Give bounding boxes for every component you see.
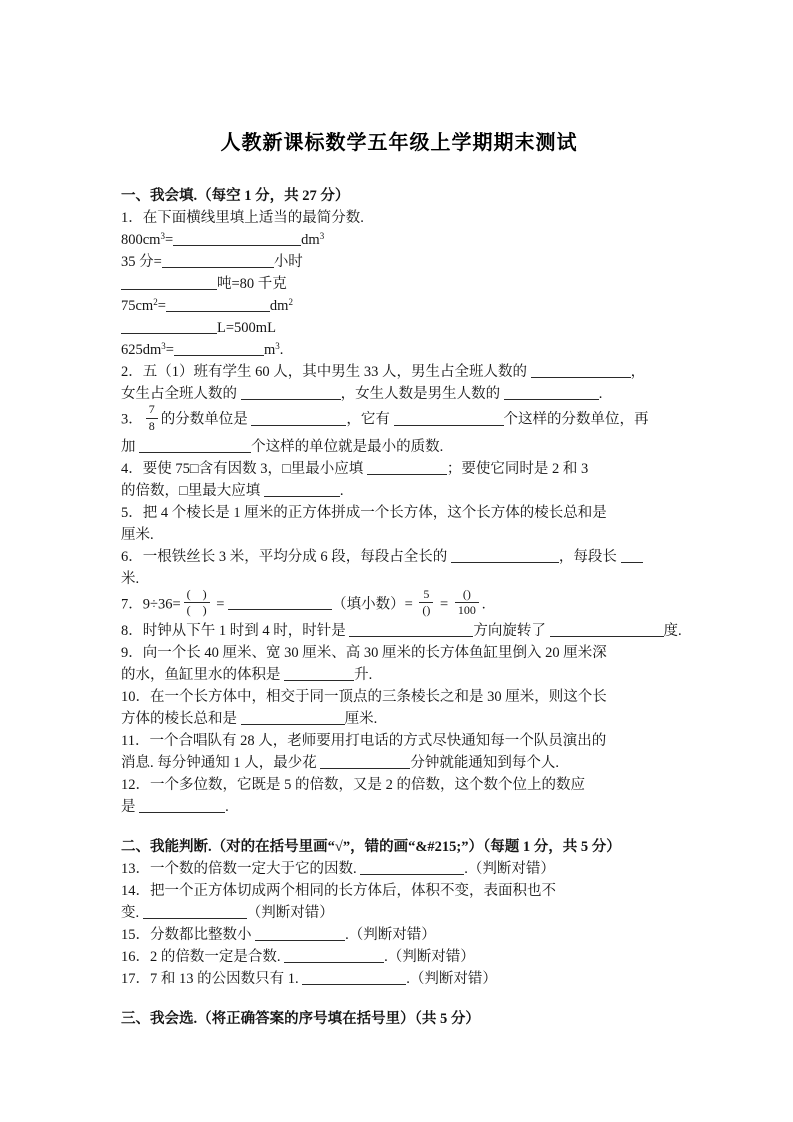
document-line [121,273,677,295]
answer-blank [320,754,410,769]
answer-blank [621,548,643,563]
answer-blank [228,595,332,610]
text-run: 分钟就能通知到每个人. [410,755,559,772]
answer-blank [241,385,341,400]
answer-blank [166,297,270,312]
superscript-exponent: 2 [153,297,158,307]
text-run: .（判断对错） [345,927,436,944]
text-run: 三、我会选.（将正确答案的序号填在括号里）（共 5 分） [121,1011,480,1028]
document-line [121,858,677,880]
answer-blank [121,319,217,334]
answer-blank [504,385,599,400]
fraction-numerator: ( ) [184,588,210,604]
text-run: = [436,596,452,613]
superscript-exponent: 2 [288,297,293,307]
text-run: 度. [663,623,682,640]
text-run: .（判断对错） [464,861,555,878]
text-run: 米. [121,570,140,587]
document-line [121,339,677,361]
document-line [121,295,677,317]
text-run: 14．把一个正方体切成两个相同的长方体后，体积不变，表面积也不 [121,883,556,900]
answer-blank [174,341,264,356]
document-line [121,317,677,339]
answer-blank [531,363,631,378]
text-run: dm [269,298,289,314]
answer-blank [143,904,247,919]
text-run: 10．在一个长方体中，相交于同一顶点的三条棱长之和是 30 厘米，则这个长 [121,689,607,706]
text-run: 800cm [121,232,161,248]
text-run: 3． [121,411,143,428]
text-run: ；要使它同时是 2 和 3 [446,460,589,477]
text-run: ， [630,364,646,380]
text-run: 升. [354,667,373,684]
text-run: 厘米. [121,526,154,543]
document-line [121,546,677,568]
document-line [121,402,677,436]
text-run: 17．7 和 13 的公因数只有 1. [121,971,303,988]
answer-blank [284,666,354,681]
document-line [121,968,677,990]
answer-blank [162,253,274,268]
fraction-numerator: 7 [146,403,158,419]
text-run: 8．时钟从下午 1 时到 4 时，时针是 [121,623,350,640]
answer-blank [360,860,464,875]
text-run: 15．分数都比整数小 [121,927,256,944]
text-run: 9．向一个长 40 厘米、宽 30 厘米、高 30 厘米的长方体鱼缸里倒入 20 厘米深 [121,645,607,662]
document-line [121,586,677,621]
text-run: 6．一根铁丝长 3 米，平均分成 6 段，每段占全长的 [121,548,451,565]
document-line [121,436,677,458]
answer-blank [121,275,217,290]
text-run: 厘米. [344,711,378,728]
answer-blank [284,948,384,963]
text-run: 方向旋转了 [473,623,550,640]
text-run: dm [301,232,320,248]
text-run: . [339,482,344,499]
document-line [121,207,677,229]
text-run: 的倍数，□里最大应填 [121,482,264,499]
text-run: （判断对错） [246,905,334,922]
fraction [419,588,433,619]
superscript-exponent: 3 [160,231,165,241]
text-run: 625dm [121,342,162,358]
text-run: 吨=80 千克 [217,276,287,292]
text-run: m [263,342,276,358]
document-line [121,502,677,524]
document-line [121,383,677,405]
text-run: 35 分= [121,254,162,270]
text-run: ，每段长 [558,548,621,565]
answer-blank [139,798,225,813]
text-run: 2．五（1）班有学生 60 人，其中男生 33 人，男生占全班人数的 [121,364,531,380]
text-run: ，它有 [346,411,394,428]
superscript-exponent: 3 [275,341,280,351]
fraction [184,588,210,619]
fraction-denominator: 100 [457,603,476,618]
document-line [121,642,677,664]
answer-blank [255,926,345,941]
text-run: 7．9÷36= [121,596,181,613]
document-line [121,752,677,774]
text-run: 二、我能判断.（对的在括号里画“√”，错的画“&#215;”）（每题 1 分，共 5 分） [121,839,621,856]
text-run: 方体的棱长总和是 [121,711,241,728]
document-body [121,185,682,1030]
answer-blank [173,231,301,246]
document-line [121,664,677,686]
document-line [121,686,677,708]
document-line [121,924,677,946]
text-run: 的水，鱼缸里水的体积是 [121,667,285,684]
document-line [121,620,682,642]
text-run: = [164,232,174,248]
text-run: 1．在下面横线里填上适当的最简分数. [121,210,364,226]
answer-blank [139,438,251,453]
answer-blank [367,460,447,475]
document-line [121,796,677,818]
text-run: ，女生人数是男生人数的 [340,386,504,402]
text-run: L=500mL [217,320,276,336]
fraction-denominator: ( ) [186,603,207,618]
text-run: = [157,298,166,314]
text-run: 11．一个合唱队有 28 人，老师要用打电话的方式尽快通知每一个队员演出的 [121,733,607,750]
fraction [146,403,158,434]
text-run: 4．要使 75□含有因数 3，□里最小应填 [121,460,367,477]
answer-blank [241,710,345,725]
document-line [121,708,677,730]
text-run: .（判断对错） [406,971,497,988]
fraction-denominator: 8 [148,418,155,433]
text-run: = [165,342,174,358]
text-run: 75cm [121,298,154,314]
document-line [121,946,677,968]
section-heading [121,1008,677,1030]
answer-blank [550,622,664,637]
text-run: . [598,386,603,402]
text-run: 个这样的分数单位，再 [503,411,649,428]
text-run: （填小数）= [332,596,417,613]
text-run: 消息. 每分钟通知 1 人，最少花 [121,755,321,772]
text-run: 12．一个多位数，它既是 5 的倍数，又是 2 的倍数，这个数个位上的数应 [121,777,585,794]
document-line [121,361,677,383]
text-run: 一、我会填.（每空 1 分，共 27 分） [121,188,350,204]
text-run: 13．一个数的倍数一定大于它的因数. [121,861,361,878]
document-line [121,730,677,752]
answer-blank [349,622,473,637]
document-line [121,458,677,480]
answer-blank [302,970,406,985]
text-run: 的分数单位是 [160,411,252,428]
fraction-numerator: () [455,588,479,604]
text-run: . [481,596,486,613]
text-run: 小时 [273,254,303,270]
document-line [121,774,677,796]
superscript-exponent: 3 [319,231,325,241]
text-run: 加 [121,438,140,455]
document-line [121,251,677,273]
text-run: 个这样的单位就是最小的质数. [251,438,444,455]
document-line [121,229,677,251]
text-run: . [225,799,229,816]
text-run: . [279,342,284,358]
document-line [121,524,677,546]
text-run: 变. [121,905,143,922]
answer-blank [264,482,340,497]
text-run: 16．2 的倍数一定是合数. [121,949,285,966]
text-run: 5．把 4 个棱长是 1 厘米的正方体拼成一个长方体，这个长方体的棱长总和是 [121,504,607,521]
document-line [121,880,677,902]
page-title: 人教新课标数学五年级上学期期末测试 [220,132,578,154]
answer-blank [394,411,504,426]
document-line [121,480,677,502]
text-run: = [212,596,229,613]
text-run: 女生占全班人数的 [121,386,241,402]
text-run: .（判断对错） [384,949,475,966]
section-heading [121,185,677,207]
text-run: 是 [121,799,140,816]
document-line [121,902,677,924]
fraction-numerator: 5 [419,588,433,604]
fraction-denominator: () [422,603,431,618]
section-heading [121,836,677,858]
fraction [455,588,479,619]
superscript-exponent: 3 [161,341,166,351]
answer-blank [451,548,559,563]
answer-blank [251,411,346,426]
